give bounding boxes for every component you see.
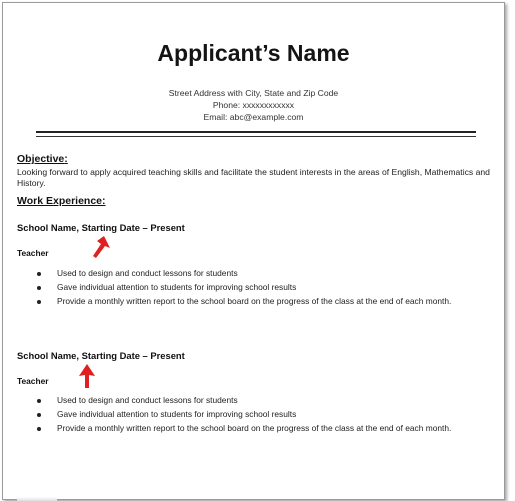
annotation-arrow-icon	[77, 363, 97, 389]
bullet-dot	[37, 399, 41, 403]
bullet-dot	[37, 286, 41, 290]
page-cutoff-fade	[17, 497, 57, 501]
resume-page	[2, 2, 505, 500]
address-line: Street Address with City, State and Zip Code	[168, 88, 339, 98]
annotation-arrow-icon	[89, 235, 111, 259]
objective-text: Looking forward to apply acquired teaching skills and facilitate the student interests in the areas of English, Mathematics and History.	[17, 167, 490, 188]
bullet-dot	[37, 300, 41, 304]
list-item: Provide a monthly written report to the school board on the progress of the class at the end of each month.	[37, 296, 493, 307]
list-item: Used to design and conduct lessons for students	[37, 268, 493, 279]
list-item: Gave individual attention to students for improving school results	[37, 409, 493, 420]
header-divider-top	[36, 131, 476, 133]
bullet-dot	[37, 413, 41, 417]
work-experience-heading: Work Experience:	[17, 195, 106, 207]
email-line: Email: abc@example.com	[203, 112, 304, 122]
job-role: Teacher	[17, 376, 49, 386]
job-duties-list	[37, 268, 493, 310]
objective-heading-text: Objective	[17, 153, 65, 165]
list-item: Gave individual attention to students for improving school results	[37, 282, 493, 293]
list-item: Used to design and conduct lessons for students	[37, 395, 493, 406]
objective-heading: Objective:	[17, 153, 68, 165]
job-role: Teacher	[17, 248, 49, 258]
job-title: School Name, Starting Date – Present	[17, 222, 185, 233]
job-duties-list	[37, 395, 493, 437]
phone-line: Phone: xxxxxxxxxxxx	[212, 100, 295, 110]
bullet-dot	[37, 427, 41, 431]
bullet-dot	[37, 272, 41, 276]
list-item: Provide a monthly written report to the school board on the progress of the class at the end of each month.	[37, 423, 493, 434]
work-experience-heading-text: Work Experience	[17, 195, 103, 207]
job-title: School Name, Starting Date – Present	[17, 350, 185, 361]
header-divider-bottom	[36, 136, 476, 137]
applicant-name: Applicant’s Name	[157, 40, 350, 66]
